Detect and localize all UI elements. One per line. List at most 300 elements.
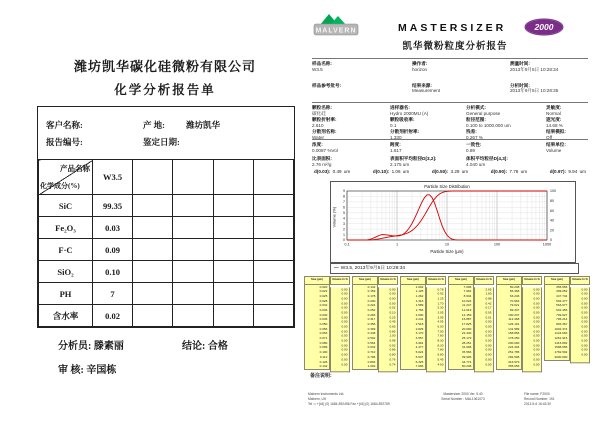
volume-cell: 0.00 (533, 319, 540, 324)
info-field-value: 0.100 to 1000.000 um (466, 122, 511, 128)
volume-cell: 6.00 (437, 324, 444, 329)
info-field-value: Normal (546, 110, 561, 116)
diagonal-header-cell (39, 160, 93, 195)
info-field-value: 0.89 (466, 147, 475, 153)
info-field-label: 粒径范围: (466, 117, 486, 122)
size-cell: 100.237 (508, 312, 520, 317)
info-field (466, 156, 542, 170)
info-field (390, 142, 462, 156)
size-cell: 1.783 (415, 307, 424, 312)
component-cell: SiC (39, 195, 93, 217)
info-field-value: 14.68 % (546, 122, 563, 128)
info-field-value: General purpose (466, 110, 501, 116)
table-row (39, 239, 294, 261)
size-cell: 126.191 (508, 322, 520, 326)
size-cell: 709.627 (556, 312, 568, 317)
volume-cell: 1.70 (437, 300, 444, 305)
info-field-label: 跨度: (390, 142, 401, 147)
size-cell: 12.619 (461, 307, 472, 312)
size-cell: 1415.892 (554, 340, 568, 345)
volume-cell: 0.00 (581, 352, 588, 357)
empty-cell (133, 160, 173, 195)
percentile-label: d(0.10): (372, 169, 392, 174)
volume-cell: 0.00 (341, 347, 348, 352)
info-field-label: 遮光度: (546, 117, 562, 122)
size-cell: 0.502 (367, 336, 376, 341)
size-cell: 0.036 (319, 307, 328, 312)
footer-line: Mastersizer 2000 Ver. 5.40 (443, 392, 483, 396)
conclusion-label: 结论: (182, 341, 208, 352)
svg-text:10: 10 (444, 242, 450, 247)
volume-cell: 0.00 (533, 338, 540, 343)
volume-header-cell: Volume In % (378, 276, 398, 285)
size-cell: 796.214 (556, 317, 568, 322)
size-cell: 0.200 (367, 298, 376, 303)
info-field-label: 体积平均粒径D[4,3]: (466, 156, 508, 161)
sample-info-section (312, 58, 588, 104)
volume-cell: 0.00 (341, 314, 348, 319)
size-cell: 0.252 (367, 307, 376, 312)
size-cell: 8.934 (463, 293, 472, 298)
size-table-column-group (496, 276, 542, 370)
size-cell: 0.564 (367, 340, 376, 345)
size-cell: 7.962 (463, 289, 472, 294)
volume-cell: 0.00 (533, 324, 540, 329)
volume-cell: 0.00 (341, 310, 348, 315)
info-field-label: 结果单位: (546, 142, 566, 147)
volume-cell: 0.00 (485, 352, 492, 357)
volume-cell: 0.00 (533, 347, 540, 352)
empty-cell (213, 239, 253, 261)
info-field-label: 样品名称: (312, 61, 332, 66)
volume-cell: 0.00 (485, 347, 492, 352)
info-field-label: 测量时间: (510, 61, 530, 66)
size-cell: 0.100 (319, 350, 328, 355)
info-field-label: 操作者: (412, 61, 428, 66)
info-field-label: 一致性: (466, 142, 482, 147)
volume-cell: 0.00 (581, 291, 588, 296)
volume-cell: 0.00 (341, 343, 348, 348)
size-cell: 0.796 (367, 354, 376, 359)
volume-header-cell: Volume In % (426, 276, 446, 285)
size-cell: 0.126 (319, 359, 328, 364)
info-field-label: 分散剂折射率: (390, 129, 420, 134)
size-cell: 1.002 (415, 284, 424, 289)
badge-2000-text: 2000 (534, 22, 554, 32)
size-cell: 141.589 (508, 326, 520, 331)
size-table-header (448, 276, 494, 285)
volume-cell: 0.00 (341, 291, 348, 296)
percentile-label: d(0.90): (490, 169, 510, 174)
size-cell: 399.052 (556, 289, 568, 294)
svg-text:3: 3 (343, 221, 345, 226)
info-field-value: 0.267 % (466, 134, 483, 140)
info-field-value: 1.617 (390, 147, 402, 153)
volume-cell: 0.00 (485, 343, 492, 348)
size-cell: 0.071 (319, 336, 328, 341)
svg-text:7: 7 (343, 200, 345, 205)
volume-cell: 0.17 (485, 305, 492, 310)
volume-cell: 0.00 (389, 296, 396, 301)
volume-cell: 0.86 (389, 347, 396, 352)
volume-cell: 0.00 (389, 300, 396, 305)
empty-cell (173, 283, 213, 305)
x-axis-label: Particle Size (µm) (430, 249, 464, 254)
size-cell: 17.825 (461, 322, 472, 326)
value-cell: 7 (93, 283, 133, 305)
info-field-value: Measurement (412, 88, 441, 93)
volume-cell: 0.00 (533, 357, 540, 362)
size-cell: 1.125 (415, 289, 424, 294)
size-cell: 0.080 (319, 340, 328, 345)
volume-cell: 0.78 (437, 286, 444, 291)
info-field-value: 2.610 (312, 122, 324, 128)
size-cell: 0.112 (319, 354, 328, 359)
volume-cell: 3.95 (437, 314, 444, 319)
volume-column (522, 287, 542, 372)
size-cell: 70.963 (509, 298, 520, 303)
size-cell: 35.566 (461, 350, 472, 355)
volume-cell: 0.01 (485, 314, 492, 319)
reviewer-label: 审 核: (58, 365, 87, 376)
size-cell: 3.991 (415, 340, 424, 345)
info-field (546, 156, 596, 170)
size-cell: 0.710 (367, 350, 376, 355)
size-cell: 25.179 (461, 336, 472, 341)
info-field-value: Hydro 2000MU (A) (390, 110, 429, 116)
volume-cell: 0.00 (581, 300, 588, 305)
value-cell: 0.09 (93, 239, 133, 261)
volume-cell: 0.00 (581, 319, 588, 324)
info-field-value: 2.175 um (390, 161, 410, 167)
size-table-body (448, 285, 494, 370)
size-table-column-group (400, 276, 446, 370)
footer-line: 2013-9-6 16:43:30 (524, 402, 551, 407)
chem-component-header: 化学成分(%) (40, 182, 80, 190)
size-cell: 112.468 (508, 317, 520, 322)
volume-cell: 2.30 (437, 305, 444, 310)
empty-cell (133, 239, 173, 261)
volume-cell: 0.00 (533, 291, 540, 296)
reviewer-signature (58, 361, 116, 376)
size-cell: 224.404 (508, 345, 520, 350)
info-field-label: 表面积平均粒径D[3,2]: (390, 156, 437, 161)
svg-text:5: 5 (343, 210, 345, 215)
size-cell: 4.477 (415, 345, 424, 350)
size-cell: 7.096 (463, 284, 472, 289)
size-cell: 1002.374 (554, 326, 568, 331)
component-cell: F·C (39, 239, 93, 261)
percentile-values-row (314, 169, 586, 174)
size-table-body (544, 285, 590, 361)
size-table-body (400, 285, 446, 370)
volume-cell: 0.00 (485, 328, 492, 333)
volume-cell: 0.00 (581, 324, 588, 329)
volume-cell: 0.00 (341, 352, 348, 357)
volume-cell: 0.00 (533, 343, 540, 348)
size-cell: 0.893 (367, 359, 376, 364)
chem-report-header-fields (38, 107, 294, 159)
size-cell: 2.244 (415, 317, 424, 322)
info-field-label: 颗粒折射率: (312, 117, 337, 122)
size-cell: 89.337 (509, 307, 520, 312)
table-row (39, 283, 294, 305)
empty-cell (213, 195, 253, 217)
volume-cell: 0.00 (389, 286, 396, 291)
percentile-value: 9.94 um (568, 169, 586, 174)
info-field-value: 2013年9月5日 10:28:34 (510, 66, 559, 72)
size-header-cell: Size (µm) (304, 276, 330, 285)
volume-cell: 0.00 (581, 338, 588, 343)
size-cell: 355.656 (508, 364, 520, 369)
volume-cell: 0.00 (341, 319, 348, 324)
volume-cell: 0.65 (389, 324, 396, 329)
size-cell: 0.356 (367, 322, 376, 326)
size-column (400, 285, 426, 370)
percentile-value: 3.29 um (450, 169, 469, 174)
chart-title: Particle Size Distribution (424, 184, 470, 189)
info-field (312, 142, 386, 156)
notes-label: 备注说明: (310, 373, 332, 379)
volume-cell: 0.00 (341, 324, 348, 329)
volume-cell: 0.00 (341, 361, 348, 366)
volume-cell: 0.00 (341, 328, 348, 333)
volume-cell: 0.00 (341, 286, 348, 291)
volume-cell: 0.74 (389, 361, 396, 366)
percentile-item (550, 169, 586, 174)
info-field (390, 117, 462, 129)
volume-cell: 0.00 (533, 328, 540, 333)
size-cell: 447.744 (556, 293, 568, 298)
empty-cell (253, 217, 293, 239)
size-cell: 0.020 (319, 284, 328, 289)
size-column (352, 285, 378, 370)
size-table-column-group (304, 276, 350, 370)
info-field-value: 2013年9月5日 10:28:35 (510, 88, 559, 93)
percentile-label: d(0.50): (431, 169, 451, 174)
svg-text:1: 1 (343, 232, 345, 237)
table-row (39, 217, 294, 239)
volume-cell: 3.05 (437, 310, 444, 315)
size-cell: 0.178 (367, 293, 376, 298)
size-cell: 50.238 (461, 364, 472, 369)
empty-cell (133, 217, 173, 239)
volume-cell: 0.00 (485, 357, 492, 362)
size-cell: 0.045 (319, 317, 328, 322)
size-cell: 2.000 (415, 312, 424, 317)
malvern-logo-icon (312, 12, 360, 40)
volume-cell: 0.00 (581, 310, 588, 315)
volume-cell: 1.25 (437, 296, 444, 301)
info-field (466, 142, 542, 156)
size-cell: 0.022 (319, 289, 328, 294)
product-name-cell: W3.5 (93, 160, 133, 195)
size-cell: 1.262 (415, 293, 424, 298)
malvern-wordmark: MALVERN (315, 27, 357, 35)
volume-cell: 0.00 (581, 343, 588, 348)
volume-cell: 0.00 (533, 361, 540, 366)
size-cell: 1588.656 (554, 345, 568, 350)
info-field-value: 1.330 (390, 134, 402, 140)
volume-cell: 0.00 (485, 333, 492, 338)
volume-cell: 0.80 (389, 352, 396, 357)
conclusion (182, 337, 228, 352)
result-stats-section (312, 139, 588, 170)
svg-text:60: 60 (550, 208, 554, 213)
info-field-value: 0.1 (390, 122, 397, 128)
size-cell: 1.002 (367, 364, 376, 369)
size-table-body (304, 285, 350, 370)
volume-cell: 1.00 (389, 333, 396, 338)
info-field-value: Off (546, 134, 553, 140)
info-field (546, 117, 596, 129)
empty-cell (173, 160, 213, 195)
volume-header-cell: Volume In % (474, 276, 494, 285)
info-field-label: 颗粒吸收率: (390, 117, 415, 122)
volume-cell: 0.00 (533, 352, 540, 357)
size-cell: 0.089 (319, 345, 328, 350)
volume-cell: 0.00 (341, 300, 348, 305)
size-table-header (544, 276, 590, 285)
size-cell: 2.518 (415, 322, 424, 326)
size-cell: 6.325 (415, 359, 424, 364)
info-field (312, 83, 408, 105)
info-field-value: horizon (412, 66, 428, 72)
size-cell: 158.866 (508, 331, 520, 336)
legend-label: W3.5, 2013年9月5日 10:28:34 (340, 266, 406, 271)
volume-cell: 0.25 (389, 314, 396, 319)
volume-cell: 0.00 (485, 338, 492, 343)
info-field (546, 142, 596, 156)
size-cell: 316.979 (508, 359, 520, 364)
size-cell: 15.887 (461, 317, 472, 322)
volume-column (330, 287, 350, 372)
percentile-label: d(0.97): (549, 169, 569, 174)
volume-cell: 0.00 (485, 361, 492, 366)
size-cell: 0.399 (367, 326, 376, 331)
volume-cell: 0.45 (389, 319, 396, 324)
size-cell: 178.250 (508, 336, 520, 341)
value-cell: 99.35 (93, 195, 133, 217)
info-field-value: Volume (546, 147, 562, 153)
volume-cell: 0.00 (581, 347, 588, 352)
size-cell: 22.440 (461, 331, 472, 336)
component-cell: 含水率 (39, 305, 93, 327)
info-field-value: 0.0087 %Vol (312, 147, 338, 153)
volume-cell: 0.00 (533, 333, 540, 338)
empty-cell (253, 283, 293, 305)
info-field-label: 分析模式: (466, 105, 486, 110)
volume-cell: 0.00 (581, 296, 588, 301)
size-cell: 3.170 (415, 331, 424, 336)
volume-cell: 0.00 (485, 324, 492, 329)
size-cell: 1.589 (415, 303, 424, 308)
percentile-value: 7.76 um (509, 169, 528, 174)
measurement-params-section (312, 102, 588, 141)
volume-cell: 7.80 (437, 333, 444, 338)
volume-cell: 0.00 (341, 333, 348, 338)
volume-cell: 2.65 (485, 286, 492, 291)
info-field-label: 进样器名: (390, 105, 410, 110)
info-field (390, 156, 462, 170)
volume-cell: 0.00 (533, 310, 540, 315)
volume-cell: 0.00 (581, 333, 588, 338)
info-field (546, 105, 596, 117)
customer-name-label: 客户名称: (46, 120, 83, 130)
component-cell: SiO₂ (39, 261, 93, 283)
info-field-value: 2.76 m²/g (312, 161, 332, 167)
empty-cell (173, 261, 213, 283)
size-cell: 39.905 (461, 354, 472, 359)
psd-report-title: 凯华微粉粒度分析报告 (402, 41, 508, 52)
analyst-signature (58, 337, 124, 352)
volume-column (570, 287, 590, 363)
table-row (39, 305, 294, 327)
legend-line-swatch: — (334, 266, 339, 271)
test-date-label: 鉴定日期: (143, 137, 180, 147)
size-cell: 2.825 (415, 326, 424, 331)
svg-text:9: 9 (343, 189, 345, 194)
particle-size-report-page (300, 0, 600, 424)
size-cell: 0.056 (319, 326, 328, 331)
empty-cell (213, 261, 253, 283)
size-cell: 44.774 (461, 359, 472, 364)
volume-cell: 0.00 (581, 305, 588, 310)
size-cell: 1124.683 (554, 331, 568, 336)
volume-cell: 0.00 (533, 314, 540, 319)
volume-cell: 6.80 (437, 352, 444, 357)
size-class-table (304, 276, 596, 370)
percentile-value: 0.49 um (332, 169, 351, 174)
percentile-item (314, 169, 350, 174)
empty-cell (133, 283, 173, 305)
table-row (39, 261, 294, 283)
mastersizer-2000-badge-icon (524, 18, 564, 36)
company-title: 潍坊凯华碳化硅微粉有限公司 (73, 59, 256, 74)
volume-cell: 0.00 (341, 357, 348, 362)
footer-manufacturer (308, 392, 390, 407)
info-field-value: 碳化硅 (312, 110, 326, 116)
product-name-header: 产品名称 (60, 164, 90, 173)
size-table-header (496, 276, 542, 285)
volume-header-cell: Volume In % (522, 276, 542, 285)
size-cell: 11.247 (462, 303, 472, 308)
volume-cell: 0.85 (389, 328, 396, 333)
info-field (412, 61, 506, 83)
volume-cell: 4.95 (437, 319, 444, 324)
empty-cell (253, 305, 293, 327)
volume-cell: 0.10 (389, 310, 396, 315)
percentile-value: 1.06 um (391, 169, 410, 174)
size-header-cell: Size (µm) (400, 276, 426, 285)
volume-cell: 0.05 (485, 310, 492, 315)
size-cell: 0.028 (319, 298, 328, 303)
size-cell: 10.024 (461, 298, 472, 303)
empty-cell (253, 195, 293, 217)
volume-header-cell: Volume In % (570, 276, 590, 285)
size-cell: 5.024 (415, 350, 424, 355)
size-cell: 632.456 (556, 307, 568, 312)
info-field (390, 105, 462, 117)
size-cell: 355.656 (556, 284, 568, 289)
report-no-label: 报告编号: (46, 137, 83, 147)
size-table-column-group (352, 276, 398, 370)
size-cell: 1.416 (415, 298, 424, 303)
info-field (466, 117, 542, 129)
empty-cell (173, 195, 213, 217)
size-cell: 0.448 (367, 331, 376, 336)
size-cell: 5.637 (415, 354, 424, 359)
